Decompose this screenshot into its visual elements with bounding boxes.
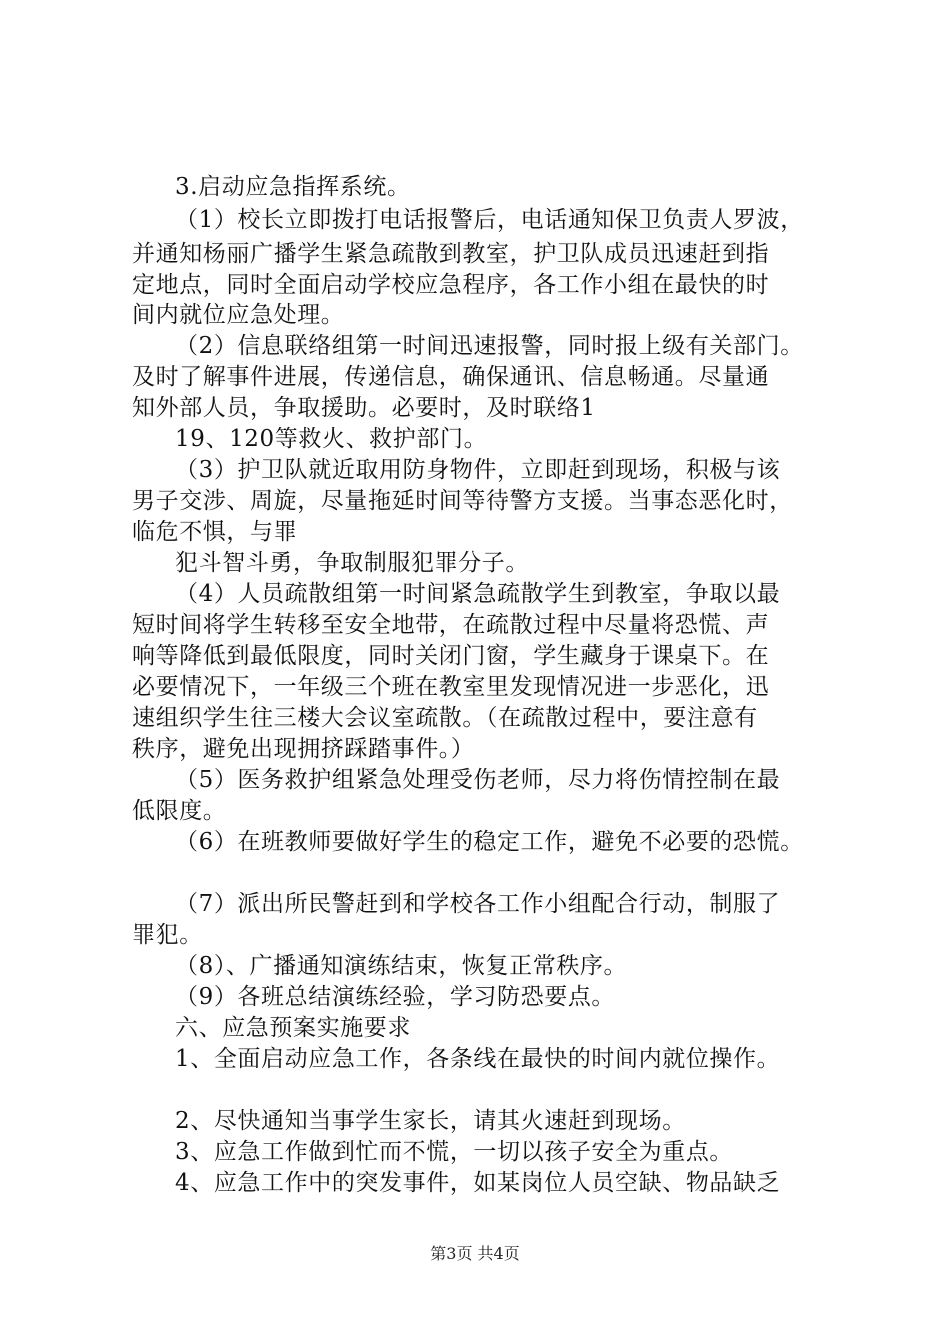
paragraph-line: 速组织学生往三楼大会议室疏散。（在疏散过程中，要注意有	[132, 705, 758, 731]
paragraph-line: 19、120等救火、救护部门。	[175, 426, 488, 452]
paragraph-line: 低限度。	[132, 798, 227, 824]
paragraph-line: 男子交涉、周旋，尽量拖延时间等待警方支援。当事态恶化时，	[132, 488, 793, 514]
paragraph-line: 临危不惧，与罪	[132, 519, 298, 545]
section-heading: 六、应急预案实施要求	[175, 1015, 411, 1041]
paragraph-line: 知外部人员，争取援助。必要时，及时联络1	[132, 395, 596, 421]
paragraph-line: 响等降低到最低限度，同时关闭门窗，学生藏身于课桌下。在	[132, 643, 770, 669]
section-heading: 3.启动应急指挥系统。	[175, 174, 411, 200]
list-item: 4、应急工作中的突发事件，如某岗位人员空缺、物品缺乏	[175, 1170, 781, 1196]
paragraph-line: 罪犯。	[132, 922, 203, 948]
paragraph-line: （6）在班教师要做好学生的稳定工作，避免不必要的恐慌。	[175, 829, 804, 855]
paragraph-line: 并通知杨丽广播学生紧急疏散到教室，护卫队成员迅速赶到指	[132, 241, 770, 267]
paragraph-line: （7）派出所民警赶到和学校各工作小组配合行动，制服了	[175, 891, 781, 917]
paragraph-line: 必要情况下，一年级三个班在教室里发现情况进一步恶化，迅	[132, 674, 770, 700]
list-item: 2、尽快通知当事学生家长，请其火速赶到现场。	[175, 1108, 686, 1134]
paragraph-line: 犯斗智斗勇，争取制服犯罪分子。	[175, 550, 529, 576]
paragraph-line: （1）校长立即拨打电话报警后，电话通知保卫负责人罗波，	[175, 207, 804, 233]
paragraph-line: （2）信息联络组第一时间迅速报警，同时报上级有关部门。	[175, 333, 804, 359]
paragraph-line: 间内就位应急处理。	[132, 302, 345, 328]
list-item: 1、全面启动应急工作，各条线在最快的时间内就位操作。	[175, 1046, 781, 1072]
paragraph-line: （9）各班总结演练经验，学习防恐要点。	[175, 984, 616, 1010]
paragraph-line: （3）护卫队就近取用防身物件，立即赶到现场，积极与该	[175, 457, 781, 483]
page-number-footer: 第3页 共4页	[430, 1244, 520, 1263]
paragraph-line: （4）人员疏散组第一时间紧急疏散学生到教室，争取以最	[175, 581, 781, 607]
paragraph-line: （8）、广播通知演练结束，恢复正常秩序。	[175, 953, 628, 979]
list-item: 3、应急工作做到忙而不慌，一切以孩子安全为重点。	[175, 1139, 734, 1165]
paragraph-line: 秩序，避免出现拥挤踩踏事件。）	[132, 736, 475, 762]
paragraph-line: 定地点，同时全面启动学校应急程序，各工作小组在最快的时	[132, 272, 770, 298]
paragraph-line: （5）医务救护组紧急处理受伤老师，尽力将伤情控制在最	[175, 767, 781, 793]
paragraph-line: 及时了解事件进展，传递信息，确保通讯、信息畅通。尽量通	[132, 364, 770, 390]
paragraph-line: 短时间将学生转移至安全地带，在疏散过程中尽量将恐慌、声	[132, 612, 770, 638]
